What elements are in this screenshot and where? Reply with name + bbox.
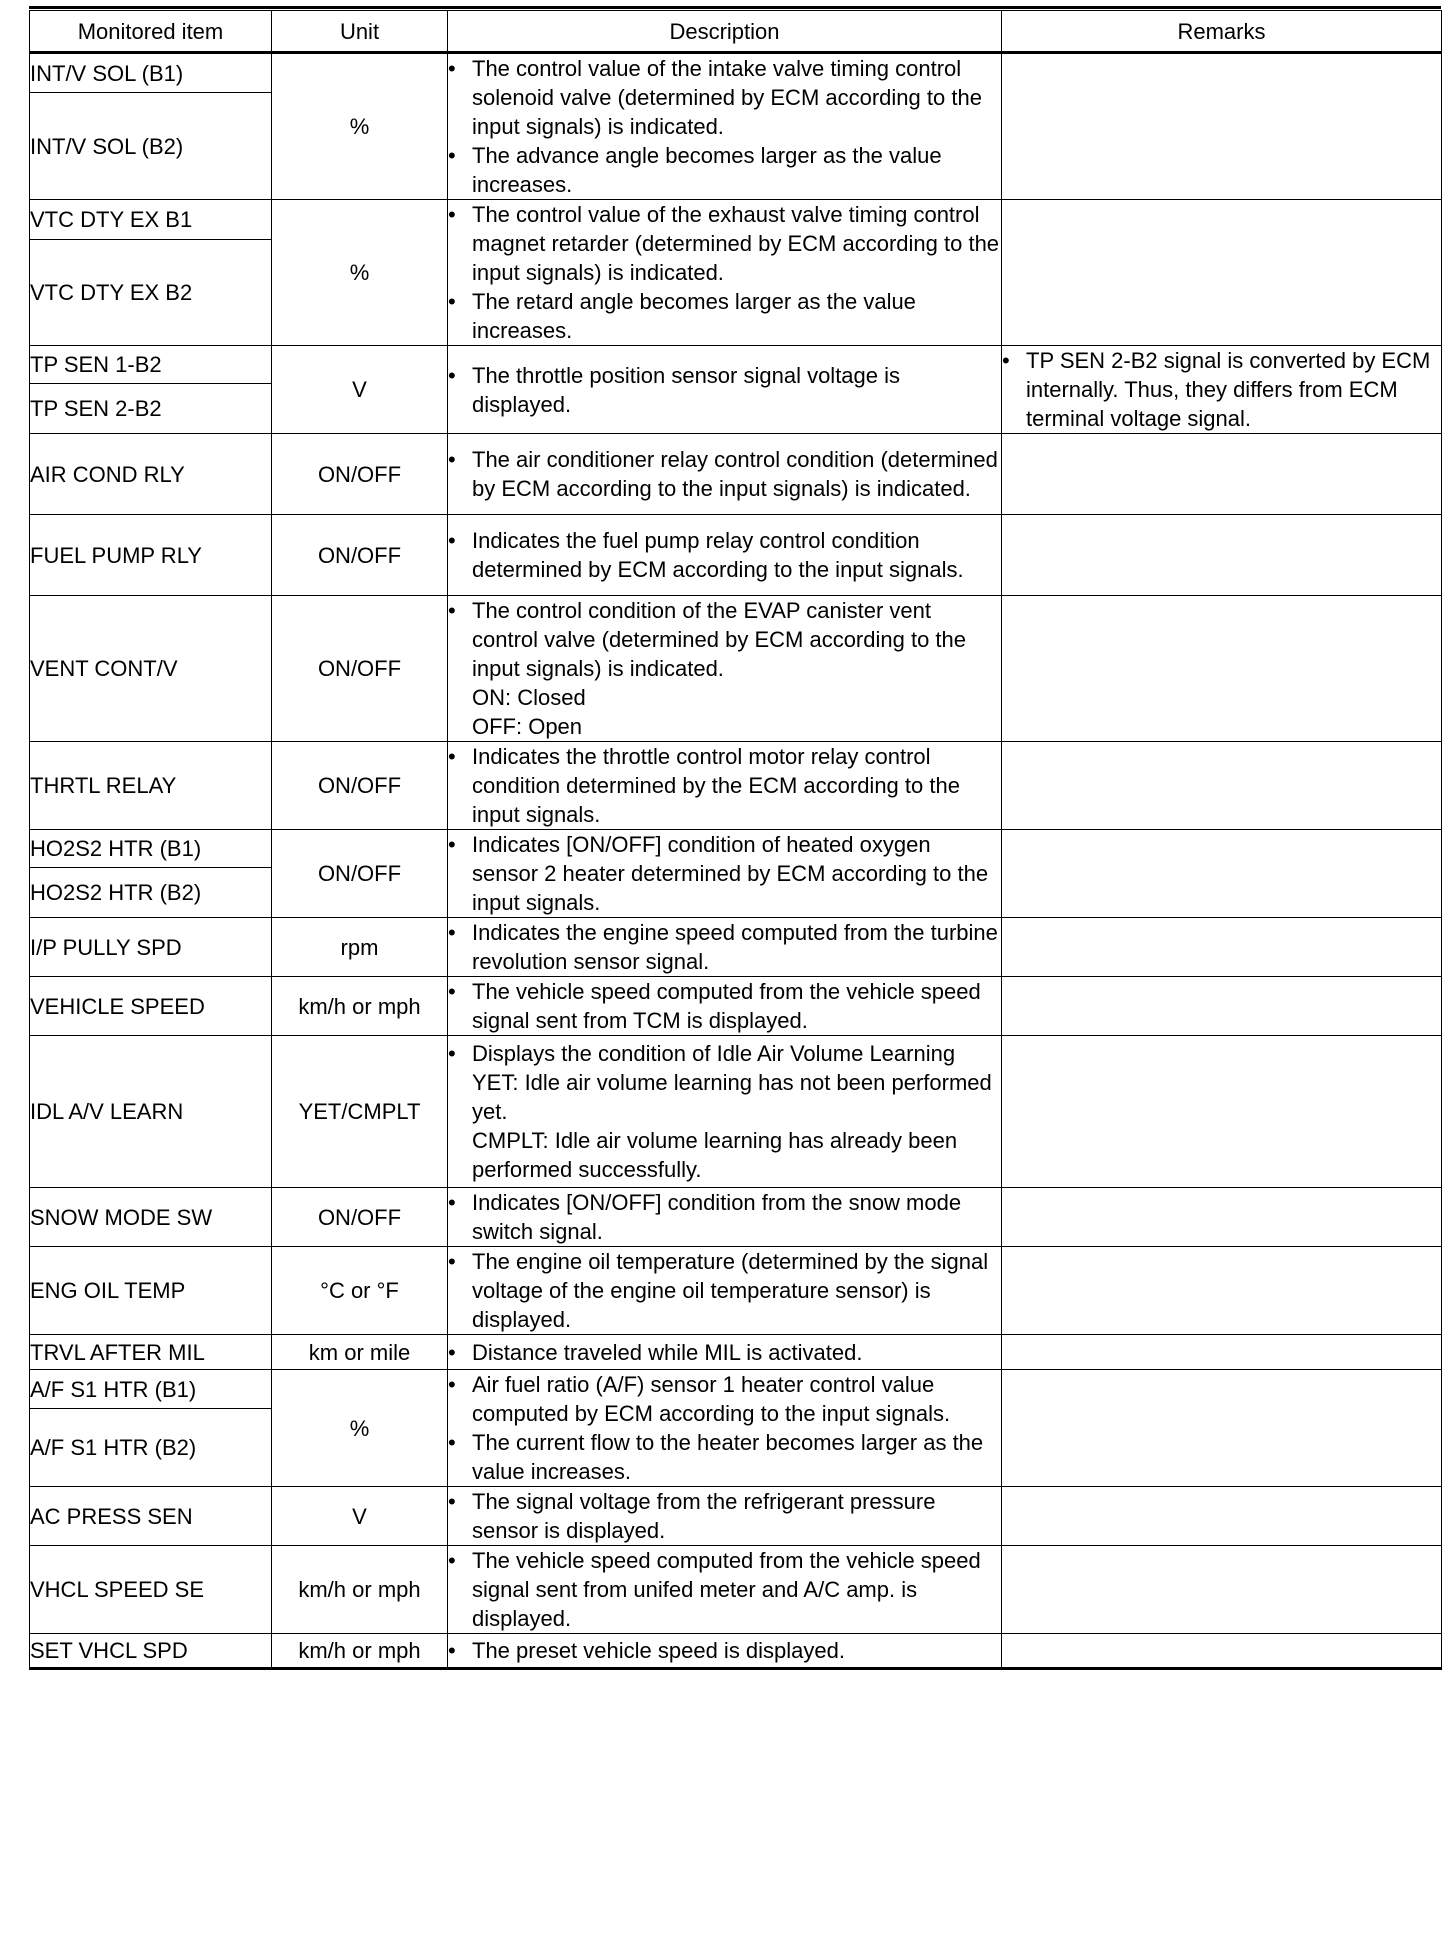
description-cell — [448, 742, 1002, 830]
description-bullet: • Displays the condition of Idle Air Volume Learning — [448, 1039, 1001, 1068]
monitored-item: FUEL PUMP RLY — [30, 515, 272, 596]
monitored-item: HO2S2 HTR (B1) — [30, 830, 272, 868]
description-list — [448, 200, 1001, 345]
description-list — [448, 1487, 1001, 1545]
description-line: YET: Idle air volume learning has not been performed yet. — [472, 1070, 992, 1124]
description-cell — [448, 434, 1002, 515]
description-bullet: • The current flow to the heater becomes larger as the value increases. — [448, 1428, 1001, 1486]
description-cell — [448, 596, 1002, 742]
monitored-item: HO2S2 HTR (B2) — [30, 868, 272, 918]
unit-cell: YET/CMPLT — [272, 1036, 448, 1188]
description-line: CMPLT: Idle air volume learning has already been performed successfully. — [472, 1128, 958, 1182]
description-list — [448, 361, 1001, 419]
monitored-item: A/F S1 HTR (B2) — [30, 1409, 272, 1487]
description-list — [448, 445, 1001, 503]
remarks-cell — [1002, 1487, 1442, 1546]
description-cell — [448, 977, 1002, 1036]
table-row — [30, 1634, 1442, 1669]
unit-cell: km/h or mph — [272, 1634, 448, 1669]
description-line: OFF: Open — [472, 714, 583, 739]
description-list — [448, 977, 1001, 1035]
unit-cell: % — [272, 1370, 448, 1487]
header-unit: Unit — [272, 11, 448, 53]
unit-cell: ON/OFF — [272, 434, 448, 515]
remarks-cell — [1002, 515, 1442, 596]
description-bullet: • The vehicle speed computed from the vehicle speed signal sent from TCM is displayed. — [448, 977, 1001, 1035]
monitored-item: TP SEN 1-B2 — [30, 346, 272, 384]
unit-cell: ON/OFF — [272, 515, 448, 596]
description-list — [448, 1039, 1001, 1068]
monitored-item: SNOW MODE SW — [30, 1188, 272, 1247]
description-bullet: • The control value of the exhaust valve timing control magnet retarder (determined by ECM according to the input signals) is indicated. — [448, 200, 1001, 287]
monitored-item: ENG OIL TEMP — [30, 1247, 272, 1335]
remarks-cell — [1002, 1188, 1442, 1247]
table-row — [30, 1036, 1442, 1188]
description-cell — [448, 1546, 1002, 1634]
description-bullet: • The throttle position sensor signal voltage is displayed. — [448, 361, 1001, 419]
remarks-cell — [1002, 346, 1442, 434]
description-bullet: • Indicates the throttle control motor relay control condition determined by the ECM according to the input signals. — [448, 742, 1001, 829]
remarks-cell — [1002, 596, 1442, 742]
header-monitored-item: Monitored item — [30, 11, 272, 53]
monitored-item: VHCL SPEED SE — [30, 1546, 272, 1634]
remarks-cell — [1002, 1370, 1442, 1487]
remarks-cell — [1002, 918, 1442, 977]
description-cell — [448, 1188, 1002, 1247]
table-row — [30, 434, 1442, 515]
remarks-cell — [1002, 1546, 1442, 1634]
description-line: ON: Closed — [472, 685, 586, 710]
description-cell — [448, 1370, 1002, 1487]
description-cell — [448, 1487, 1002, 1546]
unit-cell: ON/OFF — [272, 830, 448, 918]
description-list — [448, 1370, 1001, 1486]
table-row — [30, 918, 1442, 977]
monitored-item: INT/V SOL (B2) — [30, 93, 272, 200]
table-row — [30, 1335, 1442, 1370]
remarks-cell — [1002, 830, 1442, 918]
unit-cell: ON/OFF — [272, 1188, 448, 1247]
unit-cell: % — [272, 53, 448, 200]
monitored-item: SET VHCL SPD — [30, 1634, 272, 1669]
monitored-item: VTC DTY EX B1 — [30, 200, 272, 240]
description-list — [448, 1636, 1001, 1665]
table-row — [30, 200, 1442, 240]
monitored-item: AC PRESS SEN — [30, 1487, 272, 1546]
table-header-row — [30, 11, 1442, 53]
table-row — [30, 1370, 1442, 1409]
table-row — [30, 742, 1442, 830]
monitored-item: I/P PULLY SPD — [30, 918, 272, 977]
monitored-item: TRVL AFTER MIL — [30, 1335, 272, 1370]
description-list — [448, 830, 1001, 917]
unit-cell: ON/OFF — [272, 742, 448, 830]
monitored-item: VEHICLE SPEED — [30, 977, 272, 1036]
description-cell — [448, 200, 1002, 346]
remarks-cell — [1002, 1247, 1442, 1335]
description-list — [448, 1188, 1001, 1246]
remarks-cell — [1002, 977, 1442, 1036]
remarks-cell — [1002, 1634, 1442, 1669]
unit-cell: V — [272, 346, 448, 434]
remarks-bullet: • TP SEN 2-B2 signal is converted by ECM internally. Thus, they differs from ECM terminal voltage signal. — [1002, 346, 1441, 433]
description-cell — [448, 830, 1002, 918]
description-bullet: • Indicates [ON/OFF] condition of heated oxygen sensor 2 heater determined by ECM according to the input signals. — [448, 830, 1001, 917]
description-bullet: • The control condition of the EVAP canister vent control valve (determined by ECM according to the input signals) is indicated. — [448, 596, 1001, 683]
description-cell — [448, 1335, 1002, 1370]
description-bullet: • The air conditioner relay control condition (determined by ECM according to the input signals) is indicated. — [448, 445, 1001, 503]
description-cell — [448, 346, 1002, 434]
description-cell — [448, 1036, 1002, 1188]
description-list — [448, 526, 1001, 584]
unit-cell: % — [272, 200, 448, 346]
description-list — [448, 742, 1001, 829]
remarks-cell — [1002, 200, 1442, 346]
table-row — [30, 515, 1442, 596]
header-description: Description — [448, 11, 1002, 53]
monitored-item: VTC DTY EX B2 — [30, 239, 272, 345]
monitored-item: A/F S1 HTR (B1) — [30, 1370, 272, 1409]
table-row — [30, 53, 1442, 93]
remarks-cell — [1002, 434, 1442, 515]
description-bullet: • Air fuel ratio (A/F) sensor 1 heater control value computed by ECM according to the input signals. — [448, 1370, 1001, 1428]
remarks-cell — [1002, 53, 1442, 200]
remarks-cell — [1002, 1036, 1442, 1188]
table-row — [30, 1546, 1442, 1634]
description-bullet: • The retard angle becomes larger as the value increases. — [448, 287, 1001, 345]
description-bullet: • The preset vehicle speed is displayed. — [448, 1636, 1001, 1665]
remarks-cell — [1002, 742, 1442, 830]
remarks-cell — [1002, 1335, 1442, 1370]
description-cell — [448, 918, 1002, 977]
monitored-item: AIR COND RLY — [30, 434, 272, 515]
table-row — [30, 1188, 1442, 1247]
description-bullet: • Indicates the engine speed computed from the turbine revolution sensor signal. — [448, 918, 1001, 976]
consult-monitor-table-page — [29, 10, 1441, 1670]
description-bullet: • The signal voltage from the refrigerant pressure sensor is displayed. — [448, 1487, 1001, 1545]
table-row — [30, 977, 1442, 1036]
description-list — [448, 1247, 1001, 1334]
monitored-items-table — [29, 10, 1442, 1670]
description-bullet: • The control value of the intake valve timing control solenoid valve (determined by ECM according to the input signals) is indicated. — [448, 54, 1001, 141]
table-row — [30, 830, 1442, 868]
description-list — [448, 918, 1001, 976]
monitored-item: INT/V SOL (B1) — [30, 53, 272, 93]
monitored-item: IDL A/V LEARN — [30, 1036, 272, 1188]
monitored-item: THRTL RELAY — [30, 742, 272, 830]
description-list — [448, 596, 1001, 683]
description-list — [448, 1546, 1001, 1633]
description-bullet: • Indicates [ON/OFF] condition from the snow mode switch signal. — [448, 1188, 1001, 1246]
table-row — [30, 596, 1442, 742]
description-cell — [448, 1634, 1002, 1669]
description-bullet: • The advance angle becomes larger as the value increases. — [448, 141, 1001, 199]
table-body — [30, 53, 1442, 1669]
description-cell — [448, 53, 1002, 200]
description-list — [448, 1338, 1001, 1367]
table-row — [30, 1487, 1442, 1546]
monitored-item: TP SEN 2-B2 — [30, 384, 272, 434]
unit-cell: km or mile — [272, 1335, 448, 1370]
table-row — [30, 346, 1442, 384]
table-row — [30, 1247, 1442, 1335]
description-bullet: • Distance traveled while MIL is activated. — [448, 1338, 1001, 1367]
description-cell — [448, 515, 1002, 596]
description-bullet: • The vehicle speed computed from the vehicle speed signal sent from unifed meter and A/C amp. is displayed. — [448, 1546, 1001, 1633]
unit-cell: km/h or mph — [272, 977, 448, 1036]
unit-cell: km/h or mph — [272, 1546, 448, 1634]
remarks-list — [1002, 346, 1441, 433]
unit-cell: ON/OFF — [272, 596, 448, 742]
description-bullet: • The engine oil temperature (determined by the signal voltage of the engine oil temperature sensor) is displayed. — [448, 1247, 1001, 1334]
monitored-item: VENT CONT/V — [30, 596, 272, 742]
unit-cell: rpm — [272, 918, 448, 977]
unit-cell: V — [272, 1487, 448, 1546]
description-list — [448, 54, 1001, 199]
description-cell — [448, 1247, 1002, 1335]
description-bullet: • Indicates the fuel pump relay control condition determined by ECM according to the input signals. — [448, 526, 1001, 584]
unit-cell: °C or °F — [272, 1247, 448, 1335]
header-remarks: Remarks — [1002, 11, 1442, 53]
